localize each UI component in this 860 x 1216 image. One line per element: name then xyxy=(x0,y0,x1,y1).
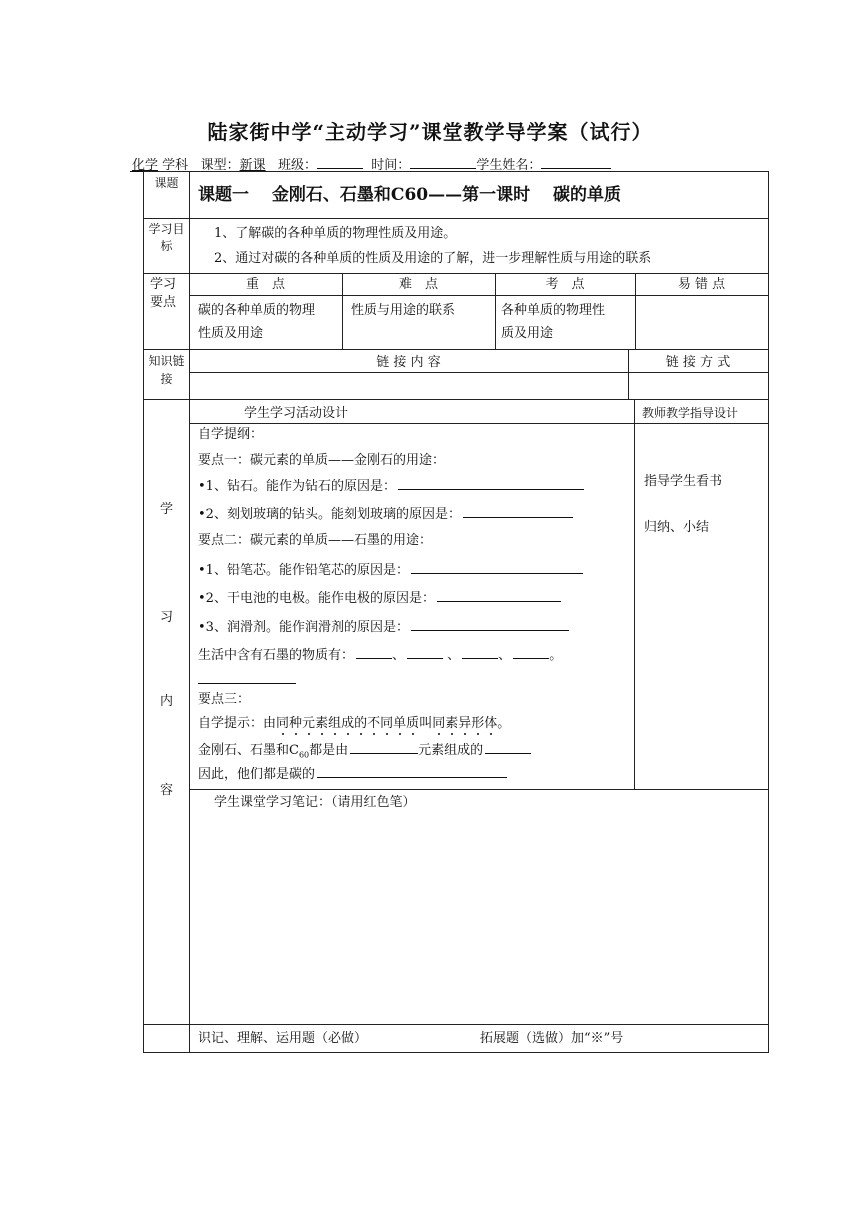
question-item xyxy=(198,618,569,636)
required-exercises: 识记、理解、运用题（必做） xyxy=(198,1031,368,1046)
learning-label-char: 容 xyxy=(159,783,173,798)
subject-label: 学科 xyxy=(162,158,189,173)
type-label: 课型： xyxy=(200,158,240,173)
subscript: 60 xyxy=(298,750,310,760)
hint-text: 叫 xyxy=(419,716,433,731)
student-activity-header: 学生学习活动设计 xyxy=(244,406,349,421)
row-divider xyxy=(189,423,768,424)
emphasis-char: 元 xyxy=(302,716,316,731)
question-item xyxy=(198,505,573,523)
row-divider xyxy=(144,349,768,350)
separator: 、 xyxy=(443,648,461,663)
answer-blank[interactable] xyxy=(398,477,584,490)
point-one: 要点一：碳元素的单质——金刚石的用途： xyxy=(198,453,446,468)
notes-area[interactable] xyxy=(190,812,768,1022)
question-text: •1、钻石。能作为钻石的原因是： xyxy=(198,479,396,494)
question-text: 都是由 xyxy=(309,743,349,758)
question-text: •2、干电池的电极。能作电极的原因是： xyxy=(198,591,435,606)
answer-blank[interactable] xyxy=(463,505,573,518)
header-key-point: 重 点 xyxy=(245,277,285,292)
emphasis-char: 质 xyxy=(406,716,420,731)
header-error-point: 易 错 点 xyxy=(677,277,726,292)
learning-label-char: 内 xyxy=(159,694,173,709)
question-text: •1、铅笔芯。能作铅笔芯的原因是： xyxy=(198,563,409,578)
header-difficult-point: 难 点 xyxy=(398,277,438,292)
emphasis-char: 不 xyxy=(367,716,381,731)
row-divider xyxy=(144,218,768,219)
question-item xyxy=(198,477,584,495)
teacher-guidance-header: 教师教学指导设计 xyxy=(642,406,739,420)
emphasis-char: 异 xyxy=(458,716,472,731)
key-point-text: 性质及用途 xyxy=(198,326,264,341)
row-divider xyxy=(144,399,768,400)
key-point-text: 碳的各种单质的物理 xyxy=(198,303,316,318)
question-item xyxy=(198,741,531,760)
self-study-hint xyxy=(198,716,510,732)
header-exam-point: 考 点 xyxy=(545,277,585,292)
row-divider xyxy=(189,789,768,790)
objective-item: 2、通过对碳的各种单质的性质及用途的了解，进一步理解性质与用途的联系 xyxy=(214,251,652,266)
question-text: •2、刻划玻璃的钻头。能刻划玻璃的原因是： xyxy=(198,507,461,522)
answer-blank[interactable] xyxy=(350,741,418,754)
emphasis-char: 的 xyxy=(354,716,368,731)
row-divider xyxy=(189,295,768,296)
emphasis-char: 种 xyxy=(289,716,303,731)
question-text: 生活中含有石墨的物质有： xyxy=(198,648,355,663)
student-name-field[interactable] xyxy=(541,156,611,169)
point-two: 要点二：碳元素的单质——石墨的用途： xyxy=(198,533,433,548)
type-value: 新课 xyxy=(239,158,266,173)
emphasis-char: 素 xyxy=(315,716,329,731)
notes-label: 学生课堂学习笔记：（请用红色笔） xyxy=(214,795,416,810)
answer-blank[interactable] xyxy=(411,618,569,631)
emphasis-char: 同 xyxy=(276,716,290,731)
hint-text: 自学提示：由 xyxy=(198,716,277,731)
teacher-guide-text: 归纳、小结 xyxy=(644,520,710,535)
emphasis-char: 体 xyxy=(484,716,498,731)
question-item xyxy=(198,589,561,607)
emphasis-char: 同 xyxy=(432,716,446,731)
exam-point-text: 各种单质的物理性 xyxy=(501,303,606,318)
answer-blank[interactable] xyxy=(407,646,443,659)
hint-text: 。 xyxy=(497,716,511,731)
answer-blank[interactable] xyxy=(513,646,549,659)
answer-blank[interactable] xyxy=(462,646,498,659)
subject-value: 化学 xyxy=(132,158,159,173)
emphasized-term xyxy=(276,716,419,731)
extension-exercises: 拓展题（选做）加“※”号 xyxy=(480,1031,624,1046)
emphasis-char: 组 xyxy=(328,716,342,731)
row-divider xyxy=(144,273,768,274)
graphite-materials-question xyxy=(198,646,562,664)
answer-blank[interactable] xyxy=(356,646,392,659)
link-method-header: 链 接 方 式 xyxy=(665,355,731,370)
exam-point-text: 质及用途 xyxy=(501,326,554,341)
emphasis-char: 形 xyxy=(471,716,485,731)
difficult-point-text: 性质与用途的联系 xyxy=(351,303,456,318)
separator: 、 xyxy=(498,648,512,663)
objective-item: 1、了解碳的各种单质的物理性质及用途。 xyxy=(214,226,457,241)
time-label: 时间： xyxy=(371,158,411,173)
answer-blank[interactable] xyxy=(198,671,296,684)
key-points-label: 学习要点 xyxy=(149,277,176,310)
period: 。 xyxy=(549,648,563,663)
question-text: 金刚石、石墨和C xyxy=(198,743,299,758)
point-three: 要点三： xyxy=(198,692,251,707)
answer-blank[interactable] xyxy=(485,741,531,754)
emphasis-char: 成 xyxy=(341,716,355,731)
outline-title: 自学提纲： xyxy=(198,427,264,442)
emphasis-char: 同 xyxy=(380,716,394,731)
separator: 、 xyxy=(392,648,406,663)
lesson-table xyxy=(143,171,769,1053)
answer-blank[interactable] xyxy=(317,765,507,778)
question-item xyxy=(198,561,583,579)
question-text: 因此，他们都是碳的 xyxy=(198,767,316,782)
objectives-label: 学习目标 xyxy=(148,222,185,253)
question-text: •3、润滑剂。能作润滑剂的原因是： xyxy=(198,620,409,635)
emphasis-char: 素 xyxy=(445,716,459,731)
page-title: 陆家街中学“主动学习”课堂教学导学案（试行） xyxy=(207,120,653,144)
teacher-guide-text: 指导学生看书 xyxy=(644,474,723,489)
link-content-header: 链 接 内 容 xyxy=(376,355,441,370)
emphasized-term xyxy=(432,716,497,731)
topic-title: 课题一 金刚石、石墨和C60——第一课时 碳的单质 xyxy=(198,185,622,205)
time-field[interactable] xyxy=(410,156,476,169)
answer-blank[interactable] xyxy=(411,561,583,574)
question-item xyxy=(198,765,507,783)
learning-label-char: 学 xyxy=(159,502,173,517)
extra-blank-line[interactable] xyxy=(198,671,296,689)
row-divider xyxy=(144,1024,768,1025)
answer-blank[interactable] xyxy=(437,589,561,602)
row-divider xyxy=(189,372,768,373)
question-text: 元素组成的 xyxy=(418,743,484,758)
student-label: 学生姓名： xyxy=(476,158,542,173)
knowledge-link-label: 知识链接 xyxy=(148,354,185,386)
class-field[interactable] xyxy=(317,156,363,169)
column-divider xyxy=(634,399,635,789)
class-label: 班级： xyxy=(278,158,318,173)
learning-label-char: 习 xyxy=(159,610,173,625)
emphasis-char: 单 xyxy=(393,716,407,731)
topic-label: 课题 xyxy=(154,176,179,190)
